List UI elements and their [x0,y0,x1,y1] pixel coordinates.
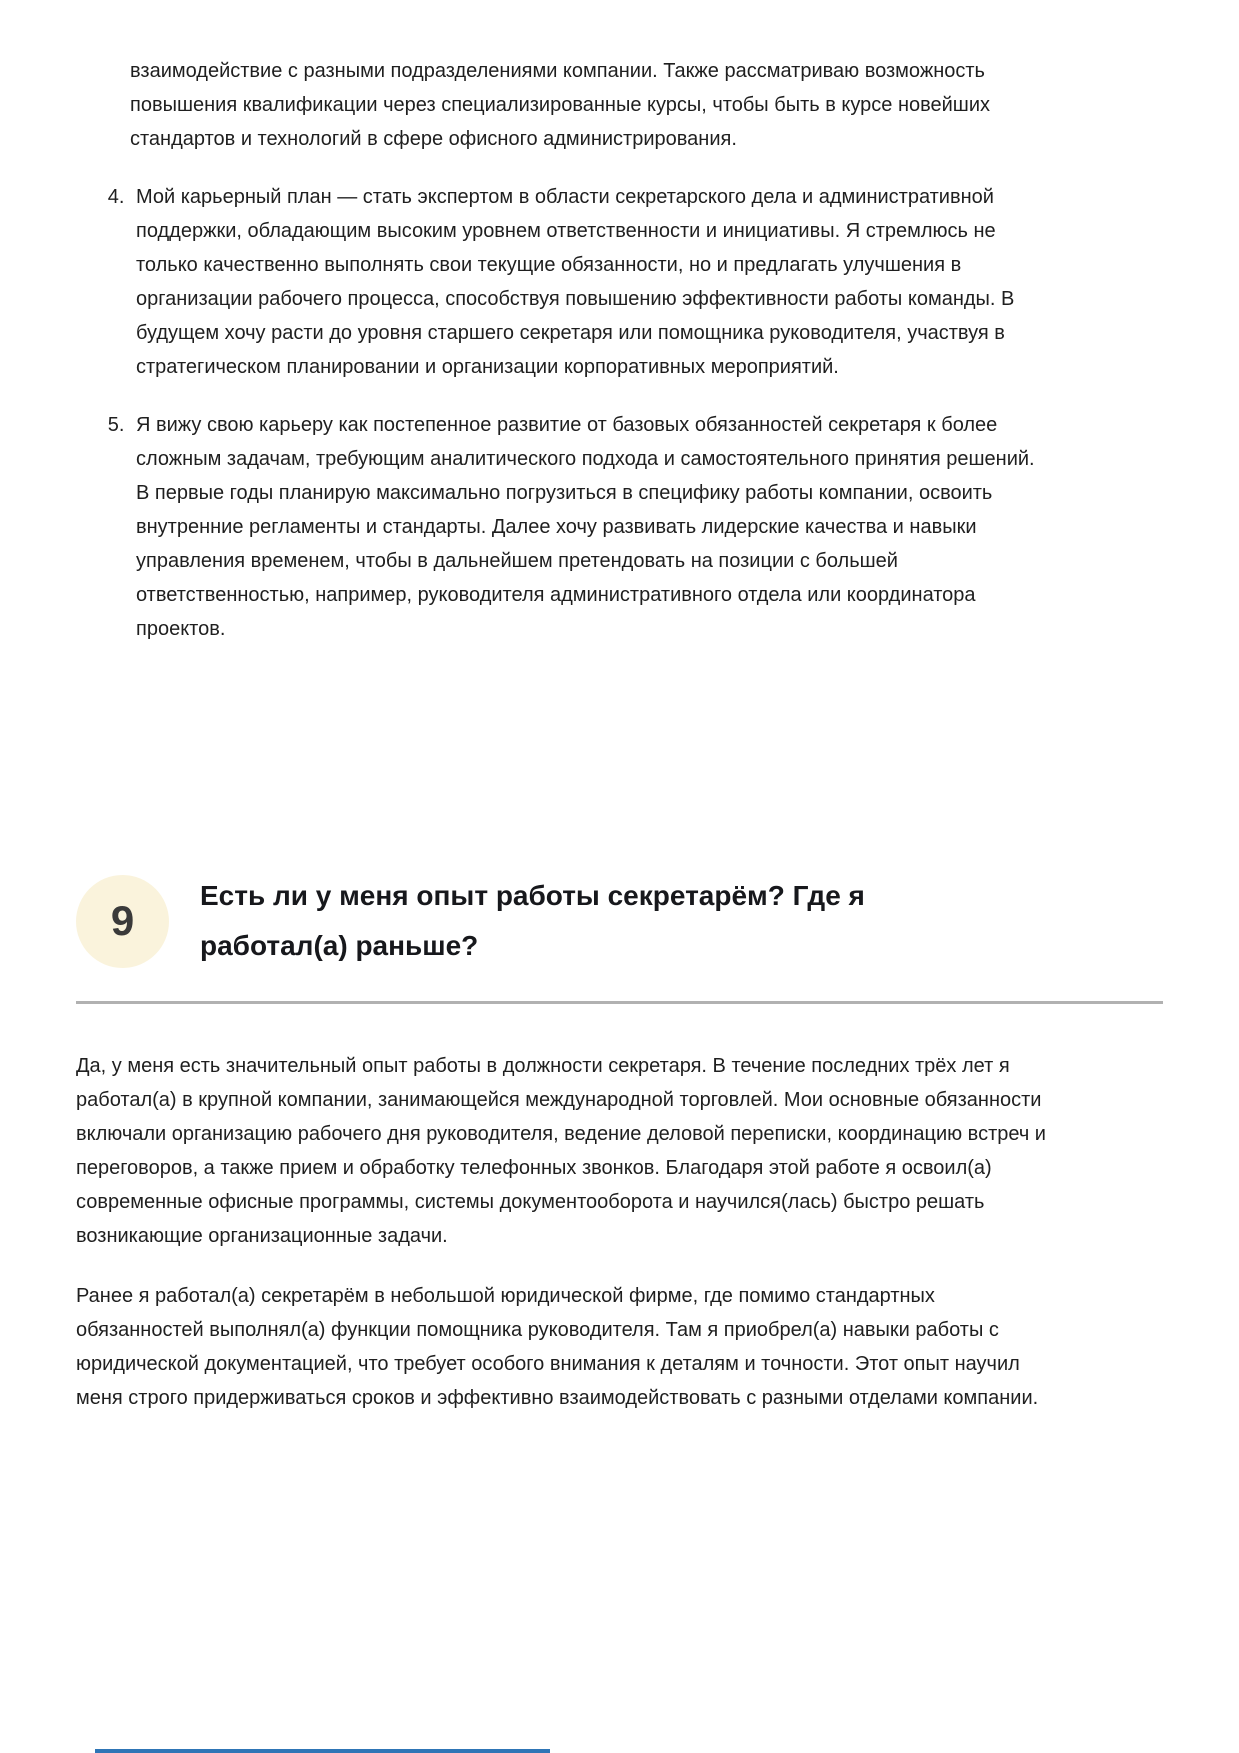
section-header [76,871,1163,971]
bottom-accent-bar [95,1749,550,1753]
section-divider [76,1001,1163,1004]
section-number-badge [76,875,169,968]
numbered-answer-list [76,180,1163,646]
paragraph-continuation: взаимодействие с разными подразделениями компании. Также рассматриваю возможность повышения квалификации через специализированные курсы, чтобы быть в курсе новейших стандартов и технологий в сфере офисного администрирования. [130,60,991,150]
answer-paragraph: Ранее я работал(а) секретарём в небольшой юридической фирме, где помимо стандартных обязанностей выполнял(а) функции помощника руководителя. Там я приобрел(а) навыки работы с юридической документацией, что требует особого внимания к деталям и точности. Этот опыт научил меня строго придерживаться сроков и эффективно взаимодействовать с разными отделами компании. [76,1285,1039,1409]
section-title: Есть ли у меня опыт работы секретарём? Где я работал(а) раньше? [200,880,865,961]
section-number: 9 [110,897,135,944]
list-item: 5. Я вижу свою карьеру как постепенное развитие от базовых обязанностей секретаря к более сложным задачам, требующим аналитического подхода и самостоятельного принятия решений. В первые годы планирую максимально погрузиться в специфику работы компании, освоить внутренние регламенты и стандарты. Далее хочу развивать лидерские качества и навыки управления временем, чтобы в дальнейшем претендовать на позиции с большей ответственностью, например, руководителя административного отдела или координатора проектов. [130,408,1041,646]
list-item: 4. Мой карьерный план — стать экспертом в области секретарского дела и административной поддержки, обладающим высоким уровнем ответственности и инициативы. Я стремлюсь не только качественно выполнять свои текущие обязанности, но и предлагать улучшения в организации рабочего процесса, способствуя повышению эффективности работы команды. В будущем хочу расти до уровня старшего секретаря или помощника руководителя, участвуя в стратегическом планировании и организации корпоративных мероприятий. [130,180,1041,384]
answer-paragraph: Да, у меня есть значительный опыт работы в должности секретаря. В течение последних трёх лет я работал(а) в крупной компании, занимающейся международной торговлей. Мои основные обязанности включали организацию рабочего дня руководителя, ведение деловой переписки, координацию встреч и переговоров, а также прием и обработку телефонных звонков. Благодаря этой работе я освоил(а) современные офисные программы, системы документооборота и научился(лась) быстро решать возникающие организационные задачи. [76,1055,1046,1247]
